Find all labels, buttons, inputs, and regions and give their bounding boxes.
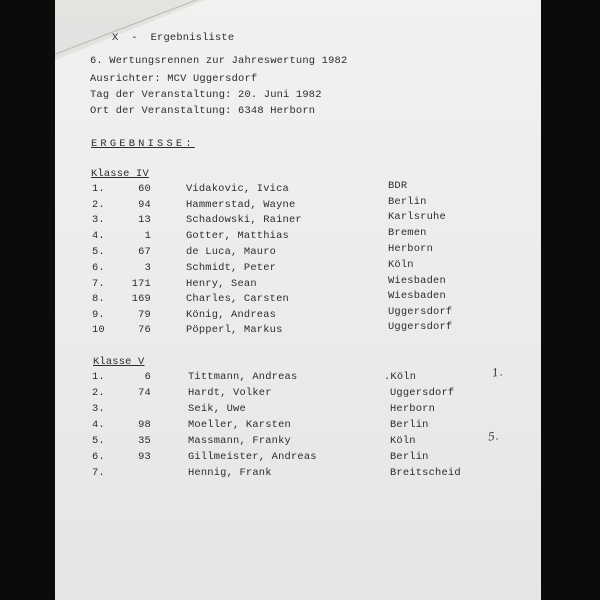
handwritten-mark: 5. [487,429,500,444]
rider-name: Schmidt, Peter [186,262,277,274]
club-city: Uggersdorf [390,387,455,399]
start-number: 1 [144,230,151,242]
position: 6. [92,451,105,463]
start-number: 171 [131,278,151,290]
rider-name: Massmann, Franky [188,435,291,447]
rider-name: Gotter, Matthias [186,230,289,242]
position: 3. [92,214,105,226]
start-number: 13 [138,214,151,226]
position: 1. [92,183,105,195]
club-city: BDR [388,180,408,192]
table-row [55,243,541,261]
table-row [55,196,541,214]
position: 1. [92,371,105,383]
rider-name: Pöpperl, Markus [186,324,283,336]
handwritten-mark: 1. [491,365,504,380]
location-line: Ort der Veranstaltung: 6348 Herborn [90,105,316,117]
table-row [55,404,541,418]
table-row [55,452,541,466]
rider-name: Moeller, Karsten [188,419,291,431]
club-city: Karlsruhe [388,211,446,223]
rider-name: Hardt, Volker [188,387,272,399]
club-city: Köln [390,435,416,447]
club-city: .Köln [384,371,417,383]
club-city: Berlin [390,419,429,431]
position: 10 [92,324,105,336]
rider-name: Tittmann, Andreas [188,371,298,383]
start-number: 3 [144,262,151,274]
club-city: Breitscheid [390,467,461,479]
rider-name: König, Andreas [186,309,277,321]
club-city: Bremen [388,227,427,239]
start-number: 35 [138,435,151,447]
table-row [55,306,541,324]
table-row [55,388,541,402]
rider-name: Gillmeister, Andreas [188,451,317,463]
position: 2. [92,199,105,211]
klasse-iv-heading: Klasse IV [91,168,149,180]
table-row [55,420,541,434]
club-city: Berlin [390,451,429,463]
club-city: Wiesbaden [388,275,446,287]
start-number: 98 [138,419,151,431]
event-line: 6. Wertungsrennen zur Jahreswertung 1982 [90,55,348,67]
position: 4. [92,230,105,242]
rider-name: de Luca, Mauro [186,246,277,258]
club-city: Herborn [388,243,434,255]
rider-name: Vidakovic, Ivica [186,183,289,195]
position: 5. [92,435,105,447]
start-number: 93 [138,451,151,463]
klasse-v-heading: Klasse V [93,356,145,368]
table-row [55,275,541,293]
position: 5. [92,246,105,258]
rider-name: Henry, Sean [186,278,257,290]
club-city: Uggersdorf [388,306,453,318]
table-row [55,468,541,482]
rider-name: Hammerstad, Wayne [186,199,296,211]
position: 9. [92,309,105,321]
club-city: Wiesbaden [388,290,446,302]
club-city: Berlin [388,196,427,208]
table-row [55,436,541,450]
start-number: 74 [138,387,151,399]
start-number: 67 [138,246,151,258]
position: 4. [92,419,105,431]
table-row [55,372,541,386]
rider-name: Charles, Carsten [186,293,289,305]
position: 8. [92,293,105,305]
date-line: Tag der Veranstaltung: 20. Juni 1982 [90,89,322,101]
table-row [55,211,541,229]
table-row [55,290,541,308]
start-number: 6 [144,371,151,383]
position: 3. [92,403,105,415]
start-number: 169 [131,293,151,305]
document-page [55,0,541,600]
table-row [55,180,541,198]
club-city: Köln [388,259,414,271]
position: 2. [92,387,105,399]
position: 7. [92,467,105,479]
table-row [55,227,541,245]
start-number: 94 [138,199,151,211]
table-row [55,259,541,277]
position: 7. [92,278,105,290]
position: 6. [92,262,105,274]
club-city: Uggersdorf [388,321,453,333]
table-row [55,321,541,339]
rider-name: Seik, Uwe [188,403,246,415]
results-heading: ERGEBNISSE: [91,138,195,150]
club-city: Herborn [390,403,436,415]
rider-name: Schadowski, Rainer [186,214,302,226]
rider-name: Hennig, Frank [188,467,272,479]
start-number: 76 [138,324,151,336]
folded-corner [55,0,205,60]
start-number: 60 [138,183,151,195]
document-title: X - Ergebnisliste [112,32,235,44]
start-number: 79 [138,309,151,321]
organizer-line: Ausrichter: MCV Uggersdorf [90,73,258,85]
